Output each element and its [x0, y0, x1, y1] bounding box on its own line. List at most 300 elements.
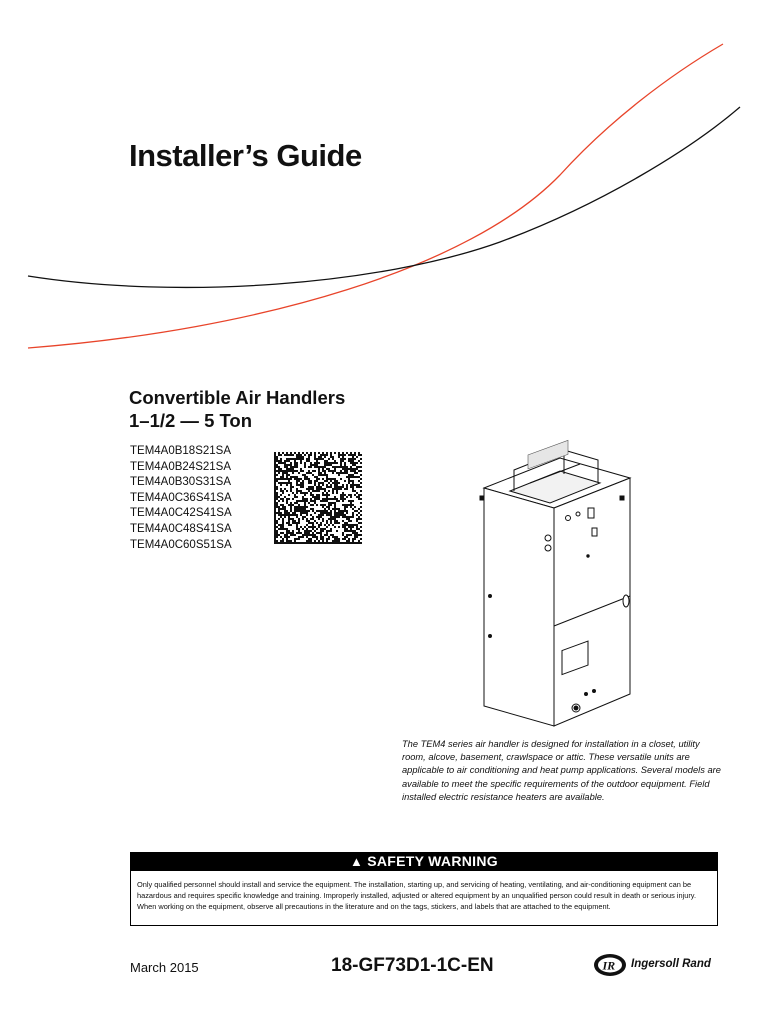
- code-module: [314, 490, 316, 492]
- code-module: [302, 456, 304, 458]
- code-module: [304, 494, 306, 496]
- code-module: [358, 540, 360, 542]
- code-module: [290, 534, 292, 536]
- code-module: [280, 514, 282, 516]
- code-module: [326, 460, 328, 462]
- code-module: [332, 466, 334, 468]
- code-module: [286, 534, 288, 536]
- warning-triangle-icon: ▲: [350, 854, 364, 869]
- code-module: [282, 538, 284, 540]
- code-module: [310, 514, 312, 516]
- code-module: [310, 480, 312, 482]
- code-module: [280, 536, 282, 538]
- code-module: [280, 454, 282, 456]
- code-module: [292, 530, 294, 532]
- code-module: [274, 518, 276, 520]
- code-module: [350, 454, 352, 456]
- safety-warning-header: [130, 852, 718, 871]
- code-module: [344, 528, 346, 530]
- code-module: [334, 466, 336, 468]
- code-module: [328, 512, 330, 514]
- code-module: [320, 538, 322, 540]
- code-module: [334, 478, 336, 480]
- code-module: [360, 502, 362, 504]
- code-module: [354, 506, 356, 508]
- code-module: [326, 478, 328, 480]
- code-module: [274, 506, 276, 508]
- code-module: [358, 470, 360, 472]
- code-module: [332, 456, 334, 458]
- code-module: [326, 476, 328, 478]
- code-module: [310, 486, 312, 488]
- code-module: [324, 472, 326, 474]
- code-module: [304, 500, 306, 502]
- code-module: [300, 492, 302, 494]
- code-module: [324, 510, 326, 512]
- code-module: [340, 462, 342, 464]
- code-module: [334, 468, 336, 470]
- code-module: [334, 506, 336, 508]
- code-module: [350, 506, 352, 508]
- code-module: [338, 522, 340, 524]
- data-matrix-code-icon: [274, 452, 362, 544]
- code-module: [282, 522, 284, 524]
- code-module: [318, 488, 320, 490]
- code-module: [282, 528, 284, 530]
- code-module: [286, 514, 288, 516]
- code-module: [276, 480, 278, 482]
- code-module: [322, 498, 324, 500]
- code-module: [276, 458, 278, 460]
- code-module: [300, 500, 302, 502]
- code-module: [354, 510, 356, 512]
- code-module: [318, 470, 320, 472]
- code-module: [340, 494, 342, 496]
- code-module: [360, 542, 362, 544]
- code-module: [342, 514, 344, 516]
- code-module: [296, 478, 298, 480]
- code-module: [346, 466, 348, 468]
- code-module: [330, 518, 332, 520]
- code-module: [336, 536, 338, 538]
- code-module: [274, 522, 276, 524]
- code-module: [296, 456, 298, 458]
- code-module: [282, 526, 284, 528]
- code-module: [296, 532, 298, 534]
- code-module: [316, 532, 318, 534]
- code-module: [302, 458, 304, 460]
- code-module: [346, 468, 348, 470]
- code-module: [350, 460, 352, 462]
- code-module: [310, 488, 312, 490]
- code-module: [308, 482, 310, 484]
- code-module: [314, 470, 316, 472]
- code-module: [288, 532, 290, 534]
- code-module: [302, 482, 304, 484]
- code-module: [286, 510, 288, 512]
- code-module: [274, 530, 276, 532]
- code-module: [310, 542, 312, 544]
- code-module: [306, 518, 308, 520]
- code-module: [314, 512, 316, 514]
- code-module: [314, 536, 316, 538]
- code-module: [282, 518, 284, 520]
- code-module: [344, 472, 346, 474]
- code-module: [316, 494, 318, 496]
- code-module: [338, 540, 340, 542]
- code-module: [292, 492, 294, 494]
- code-module: [356, 542, 358, 544]
- code-module: [316, 490, 318, 492]
- code-module: [350, 470, 352, 472]
- code-module: [294, 522, 296, 524]
- code-module: [300, 458, 302, 460]
- code-module: [326, 486, 328, 488]
- code-module: [360, 462, 362, 464]
- code-module: [294, 502, 296, 504]
- code-module: [316, 466, 318, 468]
- code-module: [330, 452, 332, 454]
- code-module: [308, 522, 310, 524]
- code-module: [300, 532, 302, 534]
- code-module: [322, 538, 324, 540]
- code-module: [322, 520, 324, 522]
- code-module: [314, 498, 316, 500]
- code-module: [300, 526, 302, 528]
- code-module: [344, 494, 346, 496]
- code-module: [296, 514, 298, 516]
- code-module: [326, 496, 328, 498]
- code-module: [314, 464, 316, 466]
- code-module: [316, 458, 318, 460]
- code-module: [278, 524, 280, 526]
- code-module: [354, 536, 356, 538]
- code-module: [344, 510, 346, 512]
- code-module: [298, 520, 300, 522]
- code-module: [300, 508, 302, 510]
- code-module: [282, 452, 284, 454]
- code-module: [328, 468, 330, 470]
- code-module: [298, 472, 300, 474]
- code-module: [336, 492, 338, 494]
- code-module: [308, 502, 310, 504]
- code-module: [328, 470, 330, 472]
- code-module: [280, 488, 282, 490]
- code-module: [340, 514, 342, 516]
- code-module: [314, 526, 316, 528]
- code-module: [320, 454, 322, 456]
- code-module: [324, 498, 326, 500]
- code-module: [286, 470, 288, 472]
- code-module: [346, 470, 348, 472]
- code-module: [310, 526, 312, 528]
- code-module: [342, 526, 344, 528]
- code-module: [342, 510, 344, 512]
- code-module: [286, 522, 288, 524]
- code-module: [322, 492, 324, 494]
- code-module: [284, 460, 286, 462]
- code-module: [330, 484, 332, 486]
- code-module: [278, 482, 280, 484]
- code-module: [302, 518, 304, 520]
- code-module: [304, 510, 306, 512]
- code-module: [278, 462, 280, 464]
- code-module: [336, 514, 338, 516]
- code-module: [344, 524, 346, 526]
- code-module: [274, 532, 276, 534]
- code-module: [296, 480, 298, 482]
- code-module: [346, 510, 348, 512]
- code-module: [352, 530, 354, 532]
- code-module: [352, 516, 354, 518]
- code-module: [292, 470, 294, 472]
- code-module: [352, 460, 354, 462]
- code-module: [322, 488, 324, 490]
- code-module: [292, 512, 294, 514]
- code-module: [358, 460, 360, 462]
- code-module: [282, 508, 284, 510]
- code-module: [286, 528, 288, 530]
- code-module: [342, 498, 344, 500]
- code-module: [322, 494, 324, 496]
- code-module: [288, 494, 290, 496]
- code-module: [342, 486, 344, 488]
- code-module: [276, 526, 278, 528]
- code-module: [276, 474, 278, 476]
- code-module: [338, 452, 340, 454]
- code-module: [304, 508, 306, 510]
- code-module: [298, 458, 300, 460]
- code-module: [354, 484, 356, 486]
- code-module: [274, 500, 276, 502]
- code-module: [330, 530, 332, 532]
- code-module: [312, 532, 314, 534]
- code-module: [282, 520, 284, 522]
- code-module: [278, 478, 280, 480]
- code-module: [338, 508, 340, 510]
- code-module: [296, 492, 298, 494]
- code-module: [354, 490, 356, 492]
- code-module: [290, 506, 292, 508]
- code-module: [290, 502, 292, 504]
- code-module: [288, 498, 290, 500]
- code-module: [282, 474, 284, 476]
- code-module: [340, 454, 342, 456]
- code-module: [316, 486, 318, 488]
- code-module: [298, 518, 300, 520]
- code-module: [354, 476, 356, 478]
- code-module: [316, 498, 318, 500]
- code-module: [308, 538, 310, 540]
- code-module: [320, 532, 322, 534]
- code-module: [356, 524, 358, 526]
- code-module: [326, 526, 328, 528]
- code-module: [350, 524, 352, 526]
- code-module: [274, 504, 276, 506]
- code-module: [276, 534, 278, 536]
- code-module: [304, 464, 306, 466]
- code-module: [356, 514, 358, 516]
- code-module: [286, 490, 288, 492]
- code-module: [352, 480, 354, 482]
- code-module: [296, 542, 298, 544]
- code-module: [308, 486, 310, 488]
- code-module: [276, 504, 278, 506]
- code-module: [274, 516, 276, 518]
- code-module: [304, 492, 306, 494]
- code-module: [300, 542, 302, 544]
- code-module: [320, 524, 322, 526]
- code-module: [304, 466, 306, 468]
- code-module: [348, 476, 350, 478]
- code-module: [294, 534, 296, 536]
- code-module: [350, 502, 352, 504]
- code-module: [324, 512, 326, 514]
- code-module: [352, 532, 354, 534]
- code-module: [356, 492, 358, 494]
- code-module: [306, 460, 308, 462]
- code-module: [354, 524, 356, 526]
- code-module: [334, 486, 336, 488]
- code-module: [354, 462, 356, 464]
- code-module: [278, 508, 280, 510]
- code-module: [278, 534, 280, 536]
- code-module: [346, 522, 348, 524]
- code-module: [356, 534, 358, 536]
- code-module: [324, 528, 326, 530]
- code-module: [326, 452, 328, 454]
- code-module: [292, 518, 294, 520]
- code-module: [342, 538, 344, 540]
- code-module: [348, 516, 350, 518]
- code-module: [352, 514, 354, 516]
- code-module: [330, 454, 332, 456]
- code-module: [326, 542, 328, 544]
- code-module: [332, 518, 334, 520]
- code-module: [306, 524, 308, 526]
- code-module: [334, 480, 336, 482]
- code-module: [320, 536, 322, 538]
- code-module: [358, 480, 360, 482]
- code-module: [274, 462, 276, 464]
- code-module: [286, 502, 288, 504]
- code-module: [296, 506, 298, 508]
- code-module: [276, 512, 278, 514]
- code-module: [274, 476, 276, 478]
- code-module: [332, 540, 334, 542]
- code-module: [348, 460, 350, 462]
- code-module: [300, 468, 302, 470]
- code-module: [276, 486, 278, 488]
- code-module: [288, 514, 290, 516]
- code-module: [296, 476, 298, 478]
- code-module: [320, 482, 322, 484]
- code-module: [344, 522, 346, 524]
- code-module: [276, 542, 278, 544]
- code-module: [328, 458, 330, 460]
- code-module: [304, 542, 306, 544]
- code-module: [320, 534, 322, 536]
- code-module: [292, 534, 294, 536]
- code-module: [286, 464, 288, 466]
- code-module: [276, 520, 278, 522]
- code-module: [342, 542, 344, 544]
- code-module: [284, 454, 286, 456]
- code-module: [354, 468, 356, 470]
- code-module: [284, 510, 286, 512]
- code-module: [274, 534, 276, 536]
- code-module: [330, 510, 332, 512]
- code-module: [296, 510, 298, 512]
- code-module: [278, 470, 280, 472]
- code-module: [318, 466, 320, 468]
- code-module: [276, 522, 278, 524]
- code-module: [318, 484, 320, 486]
- code-module: [346, 496, 348, 498]
- code-module: [352, 526, 354, 528]
- code-module: [280, 490, 282, 492]
- code-module: [296, 528, 298, 530]
- code-module: [290, 542, 292, 544]
- code-module: [342, 496, 344, 498]
- code-module: [322, 482, 324, 484]
- code-module: [302, 506, 304, 508]
- code-module: [300, 462, 302, 464]
- code-module: [310, 472, 312, 474]
- code-module: [280, 470, 282, 472]
- code-module: [296, 502, 298, 504]
- code-module: [332, 536, 334, 538]
- code-module: [356, 532, 358, 534]
- code-module: [336, 472, 338, 474]
- code-module: [356, 518, 358, 520]
- code-module: [308, 510, 310, 512]
- code-module: [274, 474, 276, 476]
- code-module: [280, 532, 282, 534]
- code-module: [274, 458, 276, 460]
- code-module: [314, 466, 316, 468]
- code-module: [330, 498, 332, 500]
- code-module: [334, 520, 336, 522]
- code-module: [356, 476, 358, 478]
- code-module: [280, 526, 282, 528]
- code-module: [310, 494, 312, 496]
- code-module: [322, 530, 324, 532]
- code-module: [338, 466, 340, 468]
- code-module: [312, 500, 314, 502]
- code-module: [346, 476, 348, 478]
- code-module: [288, 530, 290, 532]
- code-module: [280, 476, 282, 478]
- code-module: [290, 464, 292, 466]
- code-module: [312, 528, 314, 530]
- black-curve: [28, 107, 740, 287]
- code-module: [306, 476, 308, 478]
- code-module: [322, 542, 324, 544]
- code-module: [284, 528, 286, 530]
- code-module: [316, 488, 318, 490]
- code-module: [314, 542, 316, 544]
- code-module: [312, 486, 314, 488]
- code-module: [282, 542, 284, 544]
- code-module: [288, 516, 290, 518]
- code-module: [296, 454, 298, 456]
- code-module: [318, 458, 320, 460]
- code-module: [324, 542, 326, 544]
- code-module: [284, 466, 286, 468]
- code-module: [304, 454, 306, 456]
- code-module: [310, 498, 312, 500]
